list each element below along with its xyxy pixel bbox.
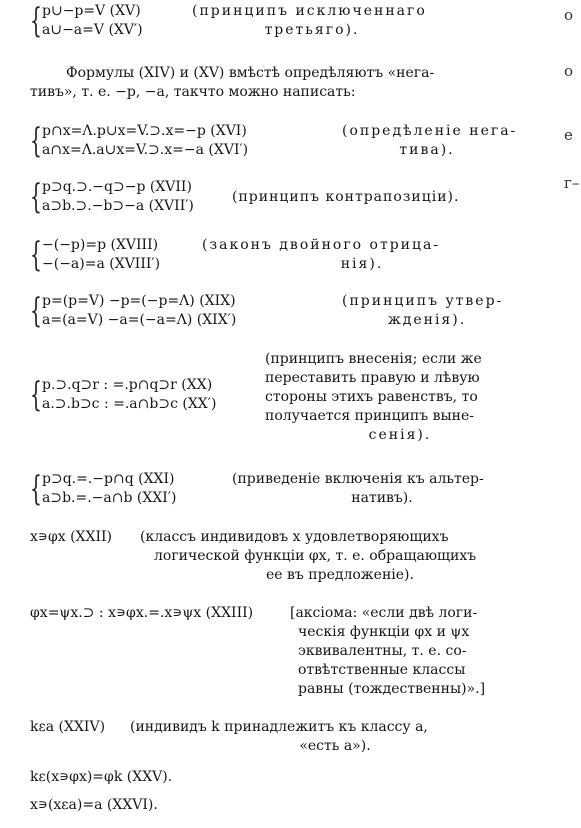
brace-icon: {: [30, 235, 42, 275]
margin-fragment: г–: [564, 174, 580, 192]
formula-line: p∪−p=V (XV): [42, 3, 141, 19]
formula-block-xxi: [30, 470, 540, 508]
formula-line: φx=ψx.⊃ : x∍φx.=.x∍ψx (XXIII): [30, 605, 254, 621]
formula-note: [аксіома: «если двѣ логи-: [290, 605, 478, 621]
formula-note: равны (тождественны)».]: [298, 681, 486, 697]
formula-line: x∍(xεa)=a (XXVI).: [30, 797, 158, 813]
brace-icon: {: [30, 121, 42, 161]
formula-line: kε(x∍φx)=φk (XXV).: [30, 769, 173, 785]
formula-note: жденія).: [387, 312, 467, 328]
formula-line: a∩x=Λ.a∪x=V.⊃.x=−a (XVI′): [42, 142, 249, 158]
brace-icon: {: [30, 291, 42, 331]
formula-note: (принципъ исключеннаго: [192, 3, 427, 19]
formula-block-xxvi: [30, 796, 540, 815]
formula-block-xvi: [30, 122, 540, 160]
formula-note: тива).: [399, 142, 455, 158]
formula-line: kεa (XXIV): [30, 719, 106, 735]
formula-line: a⊃b.⊃.−b⊃−a (XVII′): [42, 198, 194, 214]
formula-note: нативъ).: [351, 490, 413, 506]
formula-line: a=(a=V) −a=(−a=Λ) (XIX′): [42, 312, 237, 328]
formula-block-xxiii: [30, 604, 540, 699]
formula-block-xix: [30, 292, 540, 330]
formula-line: p⊃q.=.−p∩q (XXI): [42, 471, 175, 487]
paragraph-line: Формулы (XIV) и (XV) вмѣстѣ опредѣляютъ «нега-: [66, 65, 435, 81]
brace-icon: {: [30, 177, 42, 217]
formula-line: p⊃q.⊃.−q⊃−p (XVII): [42, 179, 192, 195]
formula-note: получается принципъ выне-: [265, 408, 474, 424]
formula-note: переставить правую и лѣвую: [265, 370, 480, 386]
formula-note: ее въ предложеніе).: [266, 567, 414, 583]
formula-block-xx: [30, 350, 540, 445]
formula-note: (индивидъ k принадлежитъ къ классу a,: [130, 719, 428, 735]
formula-note: (опредѣленіе нега-: [342, 123, 518, 139]
formula-line: p.⊃.q⊃r : =.p∩q⊃r (XX): [42, 377, 213, 393]
formula-note: сенія).: [368, 427, 432, 443]
formula-line: a.⊃.b⊃c : =.a∩b⊃c (XX′): [42, 396, 217, 412]
formula-note: «есть a»).: [299, 738, 371, 754]
formula-block-xxiv: [30, 718, 540, 756]
formula-note: нія).: [340, 256, 384, 272]
brace-icon: {: [30, 1, 42, 41]
formula-block-xvii: [30, 178, 540, 216]
formula-note: отвѣтственные классы: [298, 662, 466, 678]
formula-line: x∍φx (XXII): [30, 529, 113, 545]
formula-note: ческія функціи φx и ψx: [298, 624, 470, 640]
margin-fragment: о: [564, 62, 574, 80]
formula-note: (законъ двойного отрица-: [202, 237, 441, 253]
formula-block-xviii: [30, 236, 540, 274]
formula-note: стороны этихъ равенствъ, то: [265, 389, 478, 405]
formula-note: (классъ индивидовъ x удовлетворяющихъ: [140, 529, 449, 545]
formula-block-xxii: [30, 528, 540, 585]
formula-note: третьяго).: [264, 22, 360, 38]
brace-icon: {: [30, 375, 42, 415]
paragraph-line: тивъ», т. е. −p, −a, такчто можно написать:: [30, 84, 356, 100]
formula-block-xv: [30, 2, 540, 40]
formula-note: (принципъ контрапозиціи).: [232, 188, 460, 205]
margin-fragment: е: [564, 126, 573, 144]
formula-note: логической функціи φx, т. е. обращающихъ: [154, 548, 477, 564]
formula-line: a⊃b.=.−a∩b (XXI′): [42, 490, 177, 506]
margin-fragment: о: [564, 6, 574, 24]
formula-line: p=(p=V) −p=(−p=Λ) (XIX): [42, 293, 236, 309]
paragraph: [30, 64, 545, 102]
formula-line: p∩x=Λ.p∪x=V.⊃.x=−p (XVI): [42, 123, 247, 139]
formula-note: (приведеніе включенія къ альтер-: [232, 471, 484, 487]
formula-note: (принципъ утвер-: [342, 293, 504, 309]
brace-icon: {: [30, 469, 42, 509]
formula-line: −(−p)=p (XVIII): [42, 237, 159, 253]
formula-block-xxv: [30, 768, 540, 787]
formula-line: −(−a)=a (XVIII′): [42, 256, 161, 272]
formula-line: a∪−a=V (XV′): [42, 22, 143, 38]
formula-note: (принципъ внесенія; если же: [265, 351, 482, 367]
formula-note: эквивалентны, т. е. со-: [298, 643, 467, 659]
